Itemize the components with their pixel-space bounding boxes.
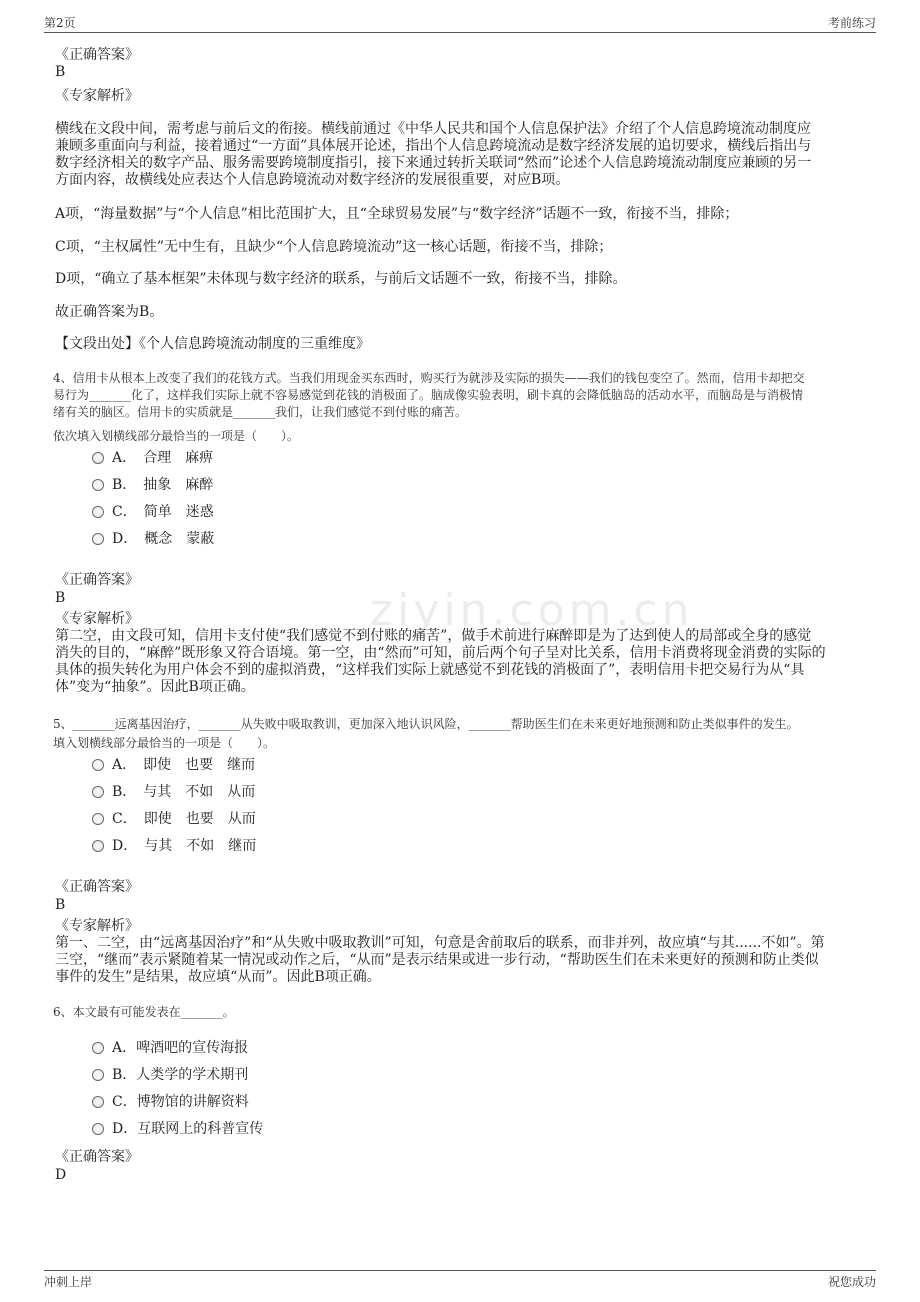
text-line: 方面内容，故横线处应表达个人信息跨境流动对数字经济的发展很重要，对应B项。 — [55, 172, 570, 188]
page-header — [44, 14, 876, 33]
text-line: 三空，“继而”表示紧随着某一情况或动作之后，“从而”是表示结果或进一步行动，“帮助医生们在未来更好的预测和防止类似 — [55, 952, 819, 968]
q6-option-d[interactable]: D．互联网上的科普宣传 — [92, 1119, 263, 1139]
q5-answer-label: 《正确答案》 — [55, 879, 139, 895]
q6-option-a[interactable]: A．啤酒吧的宣传海报 — [92, 1038, 248, 1058]
q5-answer: B — [55, 897, 66, 913]
text-line: 第二空，由文段可知，信用卡支付使“我们感觉不到付账的痛苦”，做手术前进行麻醉即是为了达到使人的局部或全身的感觉 — [55, 628, 812, 644]
radio-icon[interactable] — [92, 479, 104, 491]
q6-answer-label: 《正确答案》 — [55, 1149, 139, 1165]
radio-icon[interactable] — [92, 1096, 104, 1108]
q3-option-a-note: A项，“海量数据”与“个人信息”相比范围扩大，且“全球贸易发展”与“数字经济”话题不一致，衔接不当，排除； — [55, 206, 739, 222]
q4-answer-label: 《正确答案》 — [55, 572, 139, 588]
radio-icon[interactable] — [92, 452, 104, 464]
q4-option-d[interactable]: D． 概念 蒙蔽 — [92, 529, 214, 549]
q3-answer: B — [55, 64, 66, 80]
q6-answer: D — [55, 1167, 67, 1183]
text-line: 4、信用卡从根本上改变了我们的花钱方式。当我们用现金买东西时，购买行为就涉及实际的损失——我们的钱包变空了。然而，信用卡却把交 — [53, 371, 805, 385]
footer-right: 祝您成功 — [827, 1275, 876, 1289]
radio-icon[interactable] — [92, 1123, 104, 1135]
q4-option-a[interactable]: A． 合理 麻痹 — [92, 448, 213, 468]
q3-source: 【文段出处】《个人信息跨境流动制度的三重维度》 — [55, 336, 370, 352]
q6-option-b[interactable]: B．人类学的学术期刊 — [92, 1065, 248, 1085]
q4-option-b[interactable]: B． 抽象 麻醉 — [92, 475, 213, 495]
q4-option-c[interactable]: C． 简单 迷惑 — [92, 502, 214, 522]
page-number: 第2页 — [44, 16, 76, 30]
q3-analysis-paragraph — [55, 121, 865, 189]
q3-analysis-label: 《专家解析》 — [55, 88, 139, 104]
q5-analysis — [55, 935, 865, 986]
q4-analysis-label: 《专家解析》 — [55, 611, 139, 627]
radio-icon[interactable] — [92, 533, 104, 545]
q4-stem — [53, 370, 863, 421]
text-line: 第一、二空，由“远离基因治疗”和“从失败中吸取教训”可知，句意是舍前取后的联系，而非并列，故应填“与其......不如”。第 — [55, 935, 825, 951]
q5-option-c[interactable]: C． 即使 也要 从而 — [92, 809, 256, 829]
text-line: 兼顾多重面向与利益，接着通过“一方面”具体展开论述，指出个人信息跨境流动是数字经济发展的追切要求，横线后指出与 — [55, 138, 812, 154]
radio-icon[interactable] — [92, 1069, 104, 1081]
q6-option-c[interactable]: C．博物馆的讲解资料 — [92, 1092, 249, 1112]
text-line: 体”变为“抽象”。因此B项正确。 — [55, 679, 255, 695]
q6-stem: 6、本文最有可能发表在_______。 — [53, 1005, 235, 1019]
radio-icon[interactable] — [92, 1042, 104, 1054]
q4-answer: B — [55, 590, 66, 606]
header-title: 考前练习 — [827, 16, 876, 30]
q5-prompt: 填入划横线部分最恰当的一项是（ ）。 — [53, 736, 276, 750]
text-line: 具体的损失转化为用户体会不到的虚拟消费，“这样我们实际上就感觉不到花钱的消极面了”，表明信用卡把交易行为从“具 — [55, 662, 805, 678]
q3-option-c-note: C项，“主权属性”无中生有，且缺少“个人信息跨境流动”这一核心话题，衔接不当，排除； — [55, 239, 613, 255]
q4-analysis — [55, 628, 865, 696]
text-line: 易行为_______化了，这样我们实际上就不容易感觉到花钱的消极面了。脑成像实验表明，刷卡真的会降低脑岛的活动水平，而脑岛是与消极情 — [53, 388, 804, 402]
radio-icon[interactable] — [92, 840, 104, 852]
page-footer — [44, 1270, 876, 1291]
text-line: 事件的发生”是结果，故应填“从而”。因此B项正确。 — [55, 969, 381, 985]
radio-icon[interactable] — [92, 759, 104, 771]
footer-left: 冲刺上岸 — [44, 1275, 93, 1289]
radio-icon[interactable] — [92, 506, 104, 518]
text-line: 消失的目的，“麻醉”既形象又符合语境。第一空，由“然而”可知，前后两个句子呈对比关系，信用卡消费将现金消费的实际的 — [55, 645, 826, 661]
q3-option-d-note: D项，“确立了基本框架”未体现与数字经济的联系，与前后文话题不一致，衔接不当，排除。 — [55, 271, 627, 287]
watermark: ziyin.com.cn — [370, 585, 694, 636]
q5-stem: 5、_______远离基因治疗，_______从失败中吸取教训，更加深入地认识风险，_______帮助医生们在未来更好地预测和防止类似事件的发生。 — [53, 717, 799, 731]
q3-conclusion: 故正确答案为B。 — [55, 304, 164, 320]
q3-answer-label: 《正确答案》 — [55, 47, 139, 63]
q5-option-a[interactable]: A． 即使 也要 继而 — [92, 755, 255, 775]
q5-analysis-label: 《专家解析》 — [55, 918, 139, 934]
text-line: 绪有关的脑区。信用卡的实质就是_______我们，让我们感觉不到付账的痛苦。 — [53, 405, 468, 419]
q4-prompt: 依次填入划横线部分最恰当的一项是（ ）。 — [53, 429, 300, 443]
text-line: 数字经济相关的数字产品、服务需要跨境制度指引，接下来通过转折关联词“然而”论述个人信息跨境流动制度应兼顾的另一 — [55, 155, 812, 171]
q5-option-d[interactable]: D． 与其 不如 继而 — [92, 836, 256, 856]
radio-icon[interactable] — [92, 813, 104, 825]
radio-icon[interactable] — [92, 786, 104, 798]
text-line: 横线在文段中间，需考虑与前后文的衔接。横线前通过《中华人民共和国个人信息保护法》介绍了个人信息跨境流动制度应 — [55, 121, 811, 137]
q5-option-b[interactable]: B． 与其 不如 从而 — [92, 782, 255, 802]
